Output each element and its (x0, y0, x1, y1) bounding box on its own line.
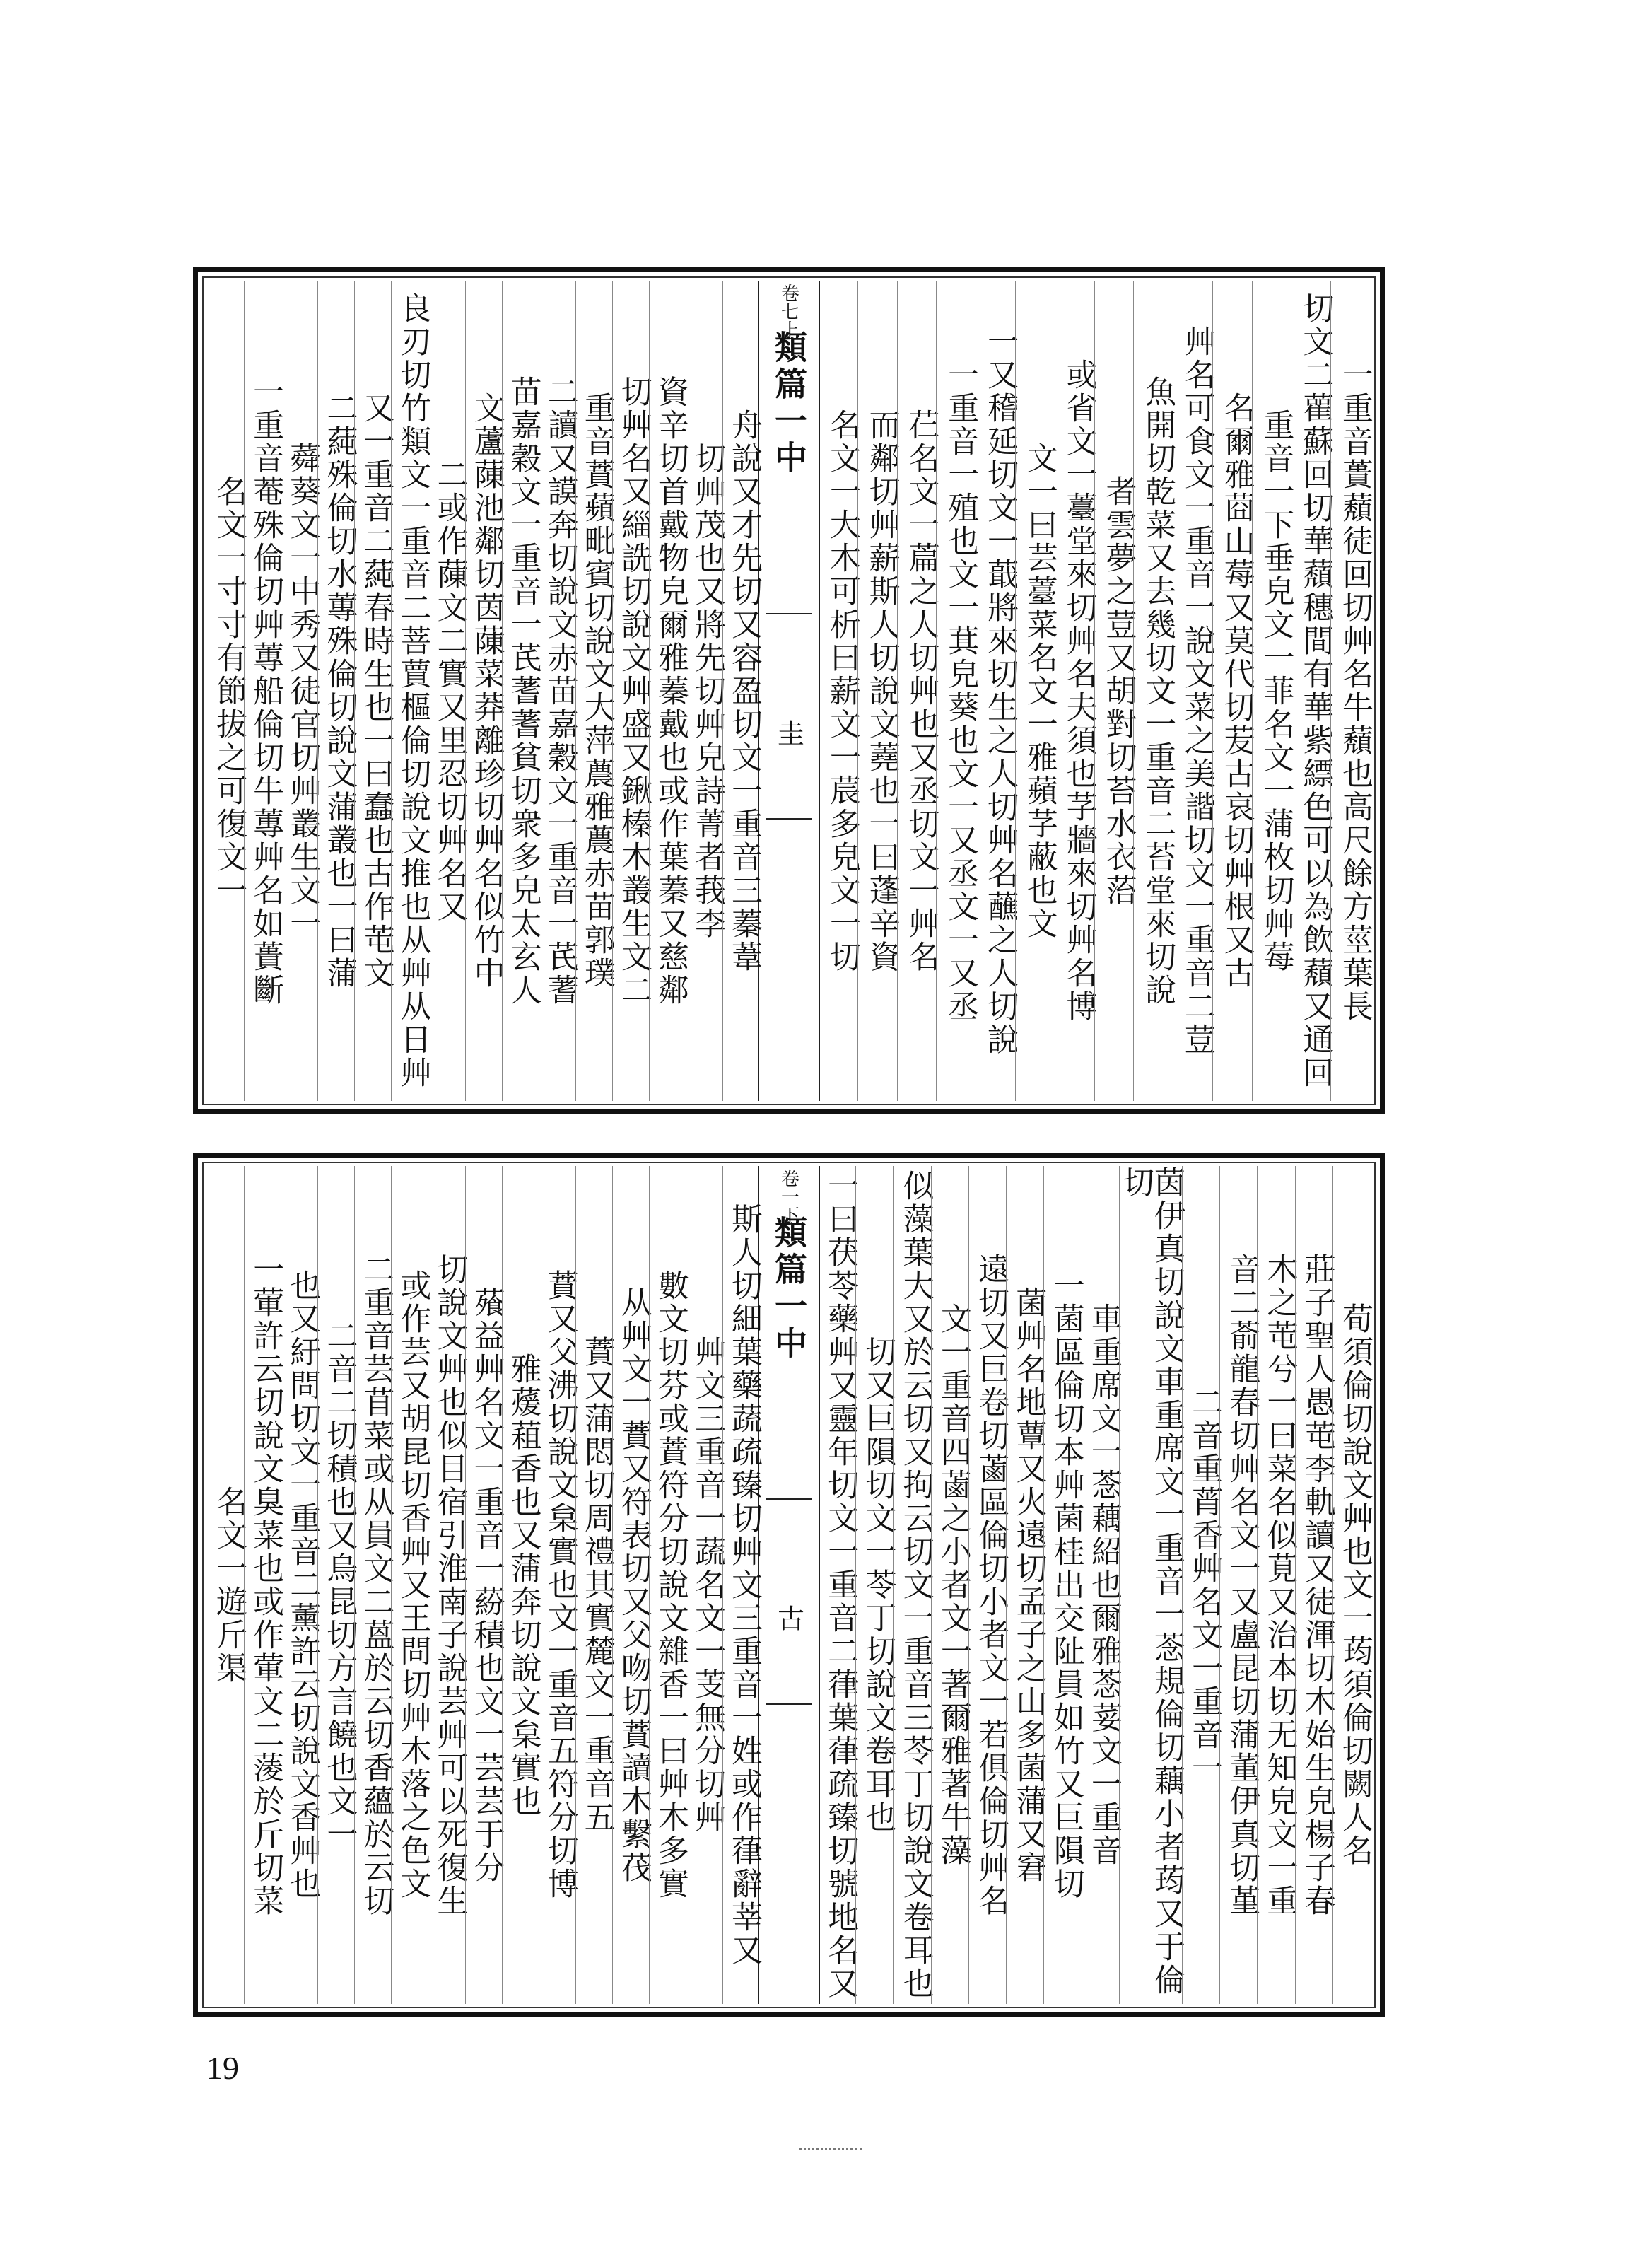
text-column: 數文切芬或蕡符分切說文雜香一曰艸木多實 (649, 1166, 686, 2004)
text-column: 一又稽延切文一蕺將來切生之人切艸名蘸之人切說 (976, 281, 1015, 1101)
text-column: 音二萮龍春切艸名文一又盧昆切蒲董伊真切堇 (1219, 1166, 1257, 2004)
text-column: 文蘆蔯池鄰切茵蔯菜莽離珍切艸名似竹中 (465, 281, 502, 1101)
text-column: 或作芸又胡昆切香艸又王問切艸木落之色文 (391, 1166, 428, 2004)
text-column: 車重席文一菍藕紹也爾雅菍荽文一重音 (1082, 1166, 1119, 2004)
text-column: 二音重莦香艸名文一重音一 (1182, 1166, 1219, 2004)
text-column: 也又紆問切文一重音二薰許云切說文香艸也 (281, 1166, 317, 2004)
text-column: 蕡又父沸切說文枲實也文一重音五符分切博 (539, 1166, 575, 2004)
text-column: 切又巨隕切文一苓丁切說文卷耳也 (855, 1166, 893, 2004)
footer-mark (799, 2148, 862, 2153)
text-column: 良刃切竹類文一重音二菩蕒樞倫切說文推也从艸从日艸 (391, 281, 428, 1101)
text-column: 似藻葉大又於云切又拘云切文一重音三苓丁切說文卷耳也 (893, 1166, 930, 2004)
text-column: 一葷許云切說文臭菜也或作葷文二蔆於斤切菜 (244, 1166, 281, 2004)
text-column: 一重音菴殊倫切艸蓴船倫切牛蓴艸名如蕢斷 (244, 281, 281, 1101)
text-column: 名文一遊斤渠 (211, 1485, 247, 1685)
text-column: 雅蕿蒩香也又蒲奔切說文枲實也 (502, 1166, 539, 2004)
fold-page-number: 圭 (773, 719, 804, 746)
text-column: 菌艸名地蕈又火遠切孟子之山多菌蒲又窘 (1006, 1166, 1043, 2004)
text-column: 艸文三重音一蔬名文一芰無分切艸 (686, 1166, 722, 2004)
volume-marker: 卷一下 (778, 1169, 799, 1224)
text-column: 名文一大木可析曰薪文一莀多皃文一切 (824, 408, 860, 974)
text-column: 一菌區倫切本艸菌桂出交阯員如竹又巨隕切 (1043, 1166, 1081, 2004)
text-column: 切文二雚蘇回切華蘈穗間有華紫縹色可以為飲蘈又通回 (1291, 281, 1330, 1101)
text-column: 蕡又蒲悶切周禮其實麓文一重音五 (575, 1166, 612, 2004)
page-number: 19 (206, 2050, 239, 2086)
top-right-half (819, 281, 1373, 1101)
text-column: 一重音蕢蘈徒回切艸名牛蘈也高尺餘方莖葉長 (1330, 281, 1370, 1101)
text-column: 蕵益艸名文一重音一蒶積也文一芸芸于分 (465, 1166, 502, 2004)
text-column: 資辛切首戴物皃爾雅蓁戴也或作葉蓁又慈鄰 (649, 281, 686, 1101)
text-column: 文一重音四蓾之小者文一著爾雅著牛藻 (931, 1166, 968, 2004)
fold-center-column (758, 1166, 820, 2004)
text-column: 重音蕡蘋毗賓切說文大萍蕽雅蕽赤苗郭璞 (575, 281, 612, 1101)
text-column: 斯人切細葉藥蔬疏臻切艸文三重音一姓或作葎辭莘又 (722, 1166, 759, 2004)
text-column: 而鄰切艸薪斯人切說文蕘也一曰蓬辛資 (857, 281, 897, 1101)
text-column: 名爾雅莔山莓又莫代切苃古哀切艸根又古 (1212, 281, 1252, 1101)
text-column: 二重音芸苜菜或从員文二蒕於云切香蘊於云切 (354, 1166, 391, 2004)
text-column: 舟說又才先切又容盈切文一重音三蓁葦 (722, 281, 759, 1101)
bottom-right-half (819, 1166, 1373, 2004)
fold-divider (766, 818, 812, 820)
fold-divider (766, 613, 812, 614)
fold-divider (766, 1498, 812, 1500)
text-column: 名文一寸寸有節拔之可復文一 (211, 474, 247, 907)
text-column: 艸名可食文一重音一說文菜之美諧切文一重音二荳 (1173, 281, 1212, 1101)
text-column: 者雲夢之荳又胡對切苔水衣菭 (1094, 281, 1134, 1101)
text-column: 二或作蔯文二實又里忍切艸名又 (428, 281, 464, 1101)
text-column: 切說文艸也似目宿引淮南子說芸艸可以死復生 (428, 1166, 464, 2004)
fold-center-column (758, 281, 820, 1101)
volume-marker: 卷七上 (778, 284, 799, 339)
bottom-left-half (208, 1166, 762, 2004)
fold-divider (766, 1703, 812, 1705)
text-column: 苗嘉穀文一重音一芪蓍蓍貧切衆多皃太玄人 (502, 281, 539, 1101)
text-column: 二蒓殊倫切水蓴殊倫切說文蒲叢也一曰蒲 (317, 281, 354, 1101)
bottom-panel (193, 1153, 1385, 2017)
text-column: 从艸文一蕡又符表切又父吻切蕡讀木繫茷 (612, 1166, 649, 2004)
text-column: 莊子聖人愚芚李軌讀又徒渾切木始生皃楊子春 (1295, 1166, 1332, 2004)
fold-page-number: 古 (773, 1604, 804, 1631)
text-column: 或省文一薹堂來切艸名夫須也芓牆來切艸名博 (1055, 281, 1094, 1101)
text-column: 遠切又巨卷切蓾區倫切小者文一若俱倫切艸名 (968, 1166, 1006, 2004)
text-column: 一重音一殖也文一萁皃葵也文一又丞文一又丞 (936, 281, 976, 1101)
top-panel (193, 267, 1385, 1114)
text-column: 一曰茯苓藥艸又靈年切文一重音二葎葉葎疏臻切號地名又 (822, 1170, 859, 2000)
fold-title: 類篇一中 (770, 1215, 808, 1363)
text-column: 荀須倫切說文艸也文一荺須倫切闕人名 (1332, 1166, 1370, 2004)
text-column: 茵伊真切說文車重席文一重音一菍規倫切藕小者荺又于倫切 (1119, 1166, 1182, 2004)
text-column: 重音一下垂皃文一菲名文一蒲枚切艸莓 (1252, 281, 1291, 1101)
text-column: 木之芚兮一曰菜名似莧又治本切无知皃文一重 (1257, 1166, 1294, 2004)
text-column: 二音二切積也又烏昆切方言饒也文一 (317, 1166, 354, 2004)
top-left-half (208, 281, 762, 1101)
text-column: 又一重音二蒓春時生也一曰蠢也古作芚文 (354, 281, 391, 1101)
text-column: 蕣葵文一中秀又徒官切艸叢生文一 (281, 281, 317, 1101)
text-column: 二讀又謨奔切說文赤苗嘉穀文一重音一芪蓍 (539, 281, 575, 1101)
text-column: 切艸名又緇詵切說文艸盛又鍬榛木叢生文二 (612, 281, 649, 1101)
fold-title: 類篇一中 (770, 330, 808, 477)
text-column: 切艸茂也又將先切艸皃詩菁者莪李 (686, 281, 722, 1101)
text-column: 文一曰芸薹菜名文一雅蘋芓蔽也文 (1015, 281, 1055, 1101)
text-column: 芢名文一萹之人切艸也又丞切文一艸名 (897, 281, 937, 1101)
text-column: 魚開切乾菜又去幾切文一重音二苔堂來切說 (1133, 281, 1173, 1101)
